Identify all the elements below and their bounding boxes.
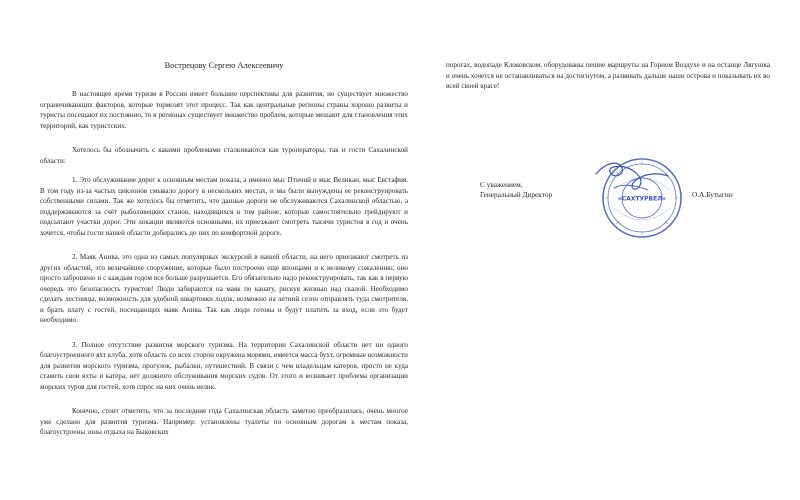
paragraph-conclusion: Конечно, стоит отметить, что за последние года Сахалинская область заметно преобразилась, очень многое уже сделано для развития туризма. Например: установлены туалеты по основным дорогам к местам показа, благоустроены зоны отдыха на Быковских [40,407,408,436]
letter-left-column [40,60,408,452]
stamp-label: «САХТУРВЕЛ» [617,195,667,203]
handwritten-signature-icon [592,158,672,202]
signature-block [480,178,780,268]
signer-position: Генеральный Директор [480,190,553,199]
paragraph-point-1: 1. Это обслуживание дорог к основным местам показа, а именно мыс Птичий и мыс Великан, мыс Евстафия. В том году из-за частых циклонов смывало дорогу в нескольких местах, и мы были вынуждены ее реконструировать собственными силами. Так же хотелось бы отметить, что данные дороги не обслуживаются Сахалинской областью, а поддерживаются за счёт рыболовецких станов, находящихся в том районе, которые самостоятельно грейдируют и подсыпают участки дорог. Эти локации являются основными, их приезжают смотреть тысячи туристов в год и очень хочется, чтобы гости нашей области добирались до них по комфортной дороге. [40,176,408,237]
paragraph-point-3: 3. Полное отсутствие развития морского туризма. На территории Сахалинской области нет ни одного благоустроенного яхт клуба, хотя область со всех сторон окружена морями, имеется масса бухт, огромные возможности для развития морского туризма, прогулок, рыбалки, путешествий. В связи с чем владельцам катеров, просто не куда ставить свои яхты и катера, нет должного обслуживания морских судов. От этого и возникает проблема организации морских туров для гостей, хотя спрос на них очень велик. [40,340,408,391]
signer-name: О.А.Бутыгин [692,190,733,199]
closing-regards: С уважением, [480,180,523,189]
paragraph-point-2: 2. Маяк Анива, это одна из самых популярных экскурсий в нашей области, на него приезжают смотреть из других областей, это величайшее сооружение, которые было построено еще японцами и к великому сожалению, оно просто заброшено и с каждым годом все больше разрушается. Его обязательно надо реконструировать, так как в первую очередь это безопасность туристов! Люди забираются на маяк по канату, рискуя жизнью над скалой. Необходимо сделать лестницы, возможность для удобной швартовки лодок, возможно на летний сезон отправлять туда смотрителя, и брать плату с гостей, посещающих маяк Анива. Так как люди готовы и будут платить за вход, если это будет необходимо. [40,253,408,324]
addressee: Вострецову Сергею Алексеевичу [164,61,284,70]
paragraph-continuation: порогах, водопаде Клоковском, оборудованы пешие маршруты на Горном Воздухе и на останце Лягушка и очень хочется не останавливаться на достигнутом, а развивать дальше наши острова и показывать их во всей своей красе! [446,61,770,90]
paragraph-problems-lead: Хотелось бы обозначить с какими проблемами сталкиваются как туроператоры, так и гости Сахалинской области: [40,146,408,165]
paragraph-intro: В настоящее время туризм в России имеет большие перспективы для развития, но существует множество ограничивающих факторов, которые тормозят этот процесс. Так как центральные регионы страны хорошо развиты и туристы посещают их постоянно, то в регионах существует множество проблем, которые мешают для становления этих территорий, как туристских. [40,90,408,130]
letter-right-column [446,60,770,106]
